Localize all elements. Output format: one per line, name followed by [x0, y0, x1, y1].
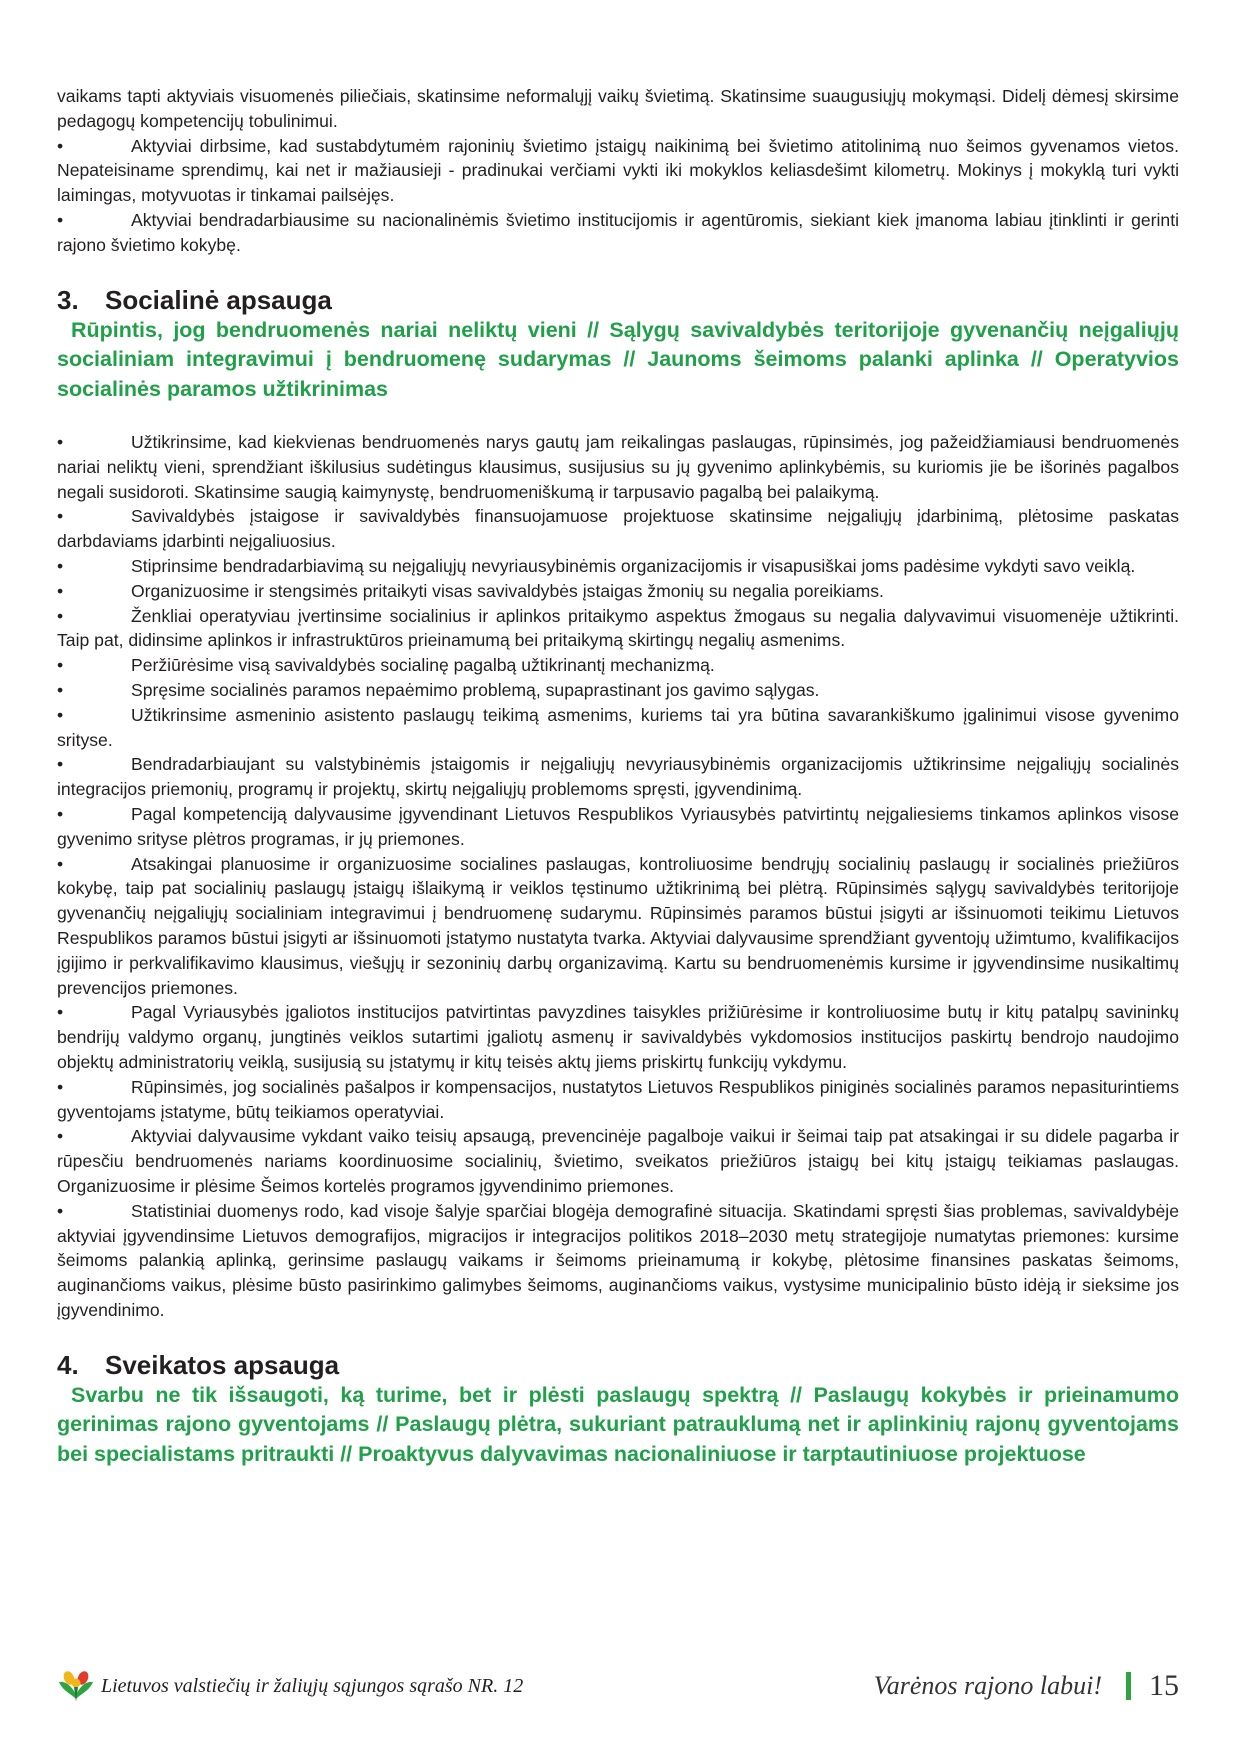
footer-divider — [1126, 1672, 1131, 1700]
bullet-text: Stiprinsime bendradarbiavimą su neįgaliųjų nevyriausybinėmis organizacijomis ir visapusiškai joms padėsime vykdyti savo veiklą. — [131, 556, 1136, 577]
bullet-text: Organizuosime ir stengsimės pritaikyti visas savivaldybės įstaigas žmonių su negalia poreikiams. — [131, 580, 884, 601]
list-item — [57, 604, 1179, 654]
bullet-text: Užtikrinsime, kad kiekvienas bendruomenės narys gautų jam reikalingas paslaugas, rūpinsimės, jog pažeidžiamiausi bendruomenės nariai neliktų vieni, sprendžiant iškilusius sudėtingus klausimus, susijusius su jų gyvenimo aplinkybėmis, su kuriomis jie be išorinės pagalbos negali susidoroti. Skatinsime saugią kaimynystę, bendruomeniškumą ir tarpusavio pagalbą bei palaikymą. — [57, 432, 1179, 502]
bullet-text: Pagal kompetenciją dalyvausime įgyvendinant Lietuvos Respublikos Vyriausybės patvirtintų neįgaliesiems tinkamos aplinkos visose gyvenimo srityse plėtros programas, ir jų priemones. — [57, 804, 1179, 849]
intro-block — [57, 84, 1179, 258]
bullet-text: Aktyviai dalyvausime vykdant vaiko teisių apsaugą, prevencinėje pagalboje vaikui ir šeimai taip pat atsakingai ir su didele pagarba ir rūpesčiu bendruomenės nariams koordinuosime socialinių, švietimo, sveikatos priežiūros įstaigų bei kitų įstaigų teikiamas paslaugas. Organizuosime ir plėsime Šeimos kortelės programos įgyvendinimo priemones. — [57, 1126, 1179, 1196]
section-title: Socialinė apsauga — [105, 284, 332, 315]
section-title: Sveikatos apsauga — [105, 1349, 340, 1380]
bullet-marker: • — [57, 804, 64, 825]
bullet-marker: • — [57, 605, 64, 626]
section-4-heading — [57, 1349, 1179, 1381]
bullet-marker: • — [57, 432, 64, 453]
bullet-text: Savivaldybės įstaigose ir savivaldybės finansuojamuose projektuose skatinsime neįgaliųjų įdarbinimą, plėtosime paskatas darbdaviams įdarbinti neįgaliuosius. — [57, 506, 1179, 552]
section-3-subtitle — [57, 316, 1179, 405]
party-list-text: Lietuvos valstiečių ir žaliųjų sąjungos sąrašo NR. 12 — [101, 1674, 524, 1697]
list-item — [57, 1199, 1179, 1323]
list-item — [57, 653, 1179, 678]
bullet-marker: • — [57, 135, 64, 156]
bullet-marker: • — [57, 506, 64, 527]
party-flower-logo-icon — [57, 1669, 95, 1703]
subtitle-text: Svarbu ne tik išsaugoti, ką turime, bet ir plėsti paslaugų spektrą // Paslaugų kokybės ir prieinamumo gerinimas rajono gyventojams // Paslaugų plėtra, sukuriant patrauklumą net ir aplinkinių rajonų gyventojams bei specialistams pritraukti // Proaktyvus dalyvavimas nacionaliniuose ir tarptautiniuose projektuose — [57, 1382, 1179, 1466]
bullet-text: Spręsime socialinės paramos nepaėmimo problemą, supaprastinant jos gavimo sąlygas. — [131, 680, 820, 701]
list-item — [57, 554, 1179, 579]
bullet-text: Pagal Vyriausybės įgaliotos institucijos patvirtintas pavyzdines taisykles prižiūrėsime ir kontroliuosime butų ir kitų patalpų savininkų bendrijų valdymo organų, jungtinės veiklos sutartimi įgaliotų asmenų ir savivaldybės vykdomosios institucijos paskirtų bendrojo naudojimo objektų administratorių veiklą, susijusią su įstatymų ir kitų teisės aktų jiems priskirtų funkcijų vykdymu. — [57, 1002, 1179, 1072]
bullet-marker: • — [57, 680, 64, 701]
document-page — [57, 84, 1179, 1469]
bullet-text: Atsakingai planuosime ir organizuosime socialines paslaugas, kontroliuosime bendrųjų socialinių paslaugų ir socialinės priežiūros kokybę, taip pat socialinių paslaugų įstaigų išlaikymą ir veiklos tęstinumo užtikrinimą bei plėtrą. Rūpinsimės sąlygų savivaldybės teritorijoje gyvenančių neįgaliųjų socialiniam integravimui į bendruomenę sudarymu. Rūpinsimės paramos būstui įsigyti ar išsinuomoti teikimu Lietuvos Respublikos paramos būstui įsigyti ar išsinuomoti įstatymo nustatyta tvarka. Aktyviai dalyvausime sprendžiant gyventojų užimtumo, kvalifikacijos įgijimo ir perkvalifikavimo klausimus, viešųjų ir sezoninių darbų organizavimą. Kartu su bendruomenėmis kursime ir įgyvendinsime nusikaltimų prevencijos priemones. — [57, 853, 1179, 998]
bullet-marker: • — [57, 209, 64, 230]
bullet-marker: • — [57, 853, 64, 874]
section-3-heading — [57, 284, 1179, 316]
bullet-text: Rūpinsimės, jog socialinės pašalpos ir kompensacijos, nustatytos Lietuvos Respublikos piniginės socialinės paramos nepasiturintiems gyventojams įstatyme, būtų teikiamos operatyviai. — [57, 1076, 1179, 1122]
list-item — [57, 852, 1179, 1001]
bullet-marker: • — [57, 556, 64, 577]
list-item — [57, 430, 1179, 504]
intro-bullet — [57, 134, 1179, 208]
subtitle-text: Rūpintis, jog bendruomenės nariai neliktų vieni // Sąlygų savivaldybės teritorijoje gyvenančių neįgaliųjų socialiniam integravimui į bendruomenę sudarymas // Jaunoms šeimoms palanki aplinka // Operatyvios socialinės paramos užtikrinimas — [57, 317, 1179, 401]
bullet-text: Statistiniai duomenys rodo, kad visoje šalyje sparčiai blogėja demografinė situacija. Skatindami spręsti šias problemas, savivaldybėje aktyviai įgyvendinsime Lietuvos demografijos, migracijos ir integracijos politikos 2018–2030 metų strategijoje numatytas priemones: kursime šeimoms palankią aplinką, gerinsime paslaugų vaikams ir šeimoms prieinamumą ir kokybę, plėtosime finansines paskatas šeimoms, auginančioms vaikus, plėsime būsto pasirinkimo galimybes šeimoms, auginančioms vaikus, vystysime municipalinio būsto idėją ir sieksime jos įgyvendinimo. — [57, 1200, 1179, 1320]
page-footer — [57, 1666, 1179, 1706]
bullet-text: Peržiūrėsime visą savivaldybės socialinę pagalbą užtikrinantį mechanizmą. — [131, 655, 715, 676]
footer-right — [874, 1666, 1179, 1706]
bullet-marker: • — [57, 1076, 64, 1097]
list-item — [57, 703, 1179, 753]
bullet-text: Aktyviai bendradarbiausime su nacionalinėmis švietimo institucijomis ir agentūromis, siekiant kiek įmanoma labiau įtinklinti ir gerinti rajono švietimo kokybę. — [57, 209, 1179, 255]
bullet-marker: • — [57, 704, 64, 725]
section-number: 3. — [57, 284, 79, 315]
bullet-text: Aktyviai dirbsime, kad sustabdytumėm rajoninių švietimo įstaigų naikinimą bei švietimo atitolinimą nuo šeimos gyvenamos vietos. Nepateisiname sprendimų, kai net ir mažiausieji - pradinukai verčiami vykti iki mokyklos keliasdešimt kilometrų. Mokinys į mokyklą turi vykti laimingas, motyvuotas ir tinkamai pailsėjęs. — [57, 135, 1179, 206]
list-item — [57, 504, 1179, 554]
bullet-text: Užtikrinsime asmeninio asistento paslaugų teikimą asmenims, kuriems tai yra būtina savarankiškumo įgalinimui visose gyvenimo srityse. — [57, 704, 1179, 750]
footer-party-list — [57, 1666, 523, 1706]
list-item — [57, 752, 1179, 802]
list-item — [57, 1075, 1179, 1125]
section-4-subtitle — [57, 1381, 1179, 1470]
section-3-bullet-list — [57, 430, 1179, 1323]
list-item — [57, 1000, 1179, 1074]
bullet-marker: • — [57, 754, 64, 775]
list-item — [57, 802, 1179, 852]
page-number: 15 — [1149, 1669, 1179, 1702]
list-item — [57, 579, 1179, 604]
bullet-marker: • — [57, 655, 64, 676]
bullet-text: Ženkliai operatyviau įvertinsime socialinius ir aplinkos pritaikymo aspektus žmogaus su negalia dalyvavimui visuomenėje užtikrinti. Taip pat, didinsime aplinkos ir infrastruktūros prieinamumą bei pritaikymą skirtingų negalių asmenims. — [57, 605, 1179, 651]
list-item — [57, 678, 1179, 703]
bullet-marker: • — [57, 1200, 64, 1221]
footer-slogan: Varėnos rajono labui! — [873, 1671, 1102, 1700]
bullet-marker: • — [57, 1126, 64, 1147]
bullet-marker: • — [57, 580, 64, 601]
intro-continuation: vaikams tapti aktyviais visuomenės piliečiais, skatinsime neformalųjį vaikų švietimą. Skatinsime suaugusiųjų mokymąsi. Didelį dėmesį skirsime pedagogų kompetencijų tobulinimui. — [57, 86, 1179, 131]
bullet-marker: • — [57, 1002, 64, 1023]
list-item — [57, 1124, 1179, 1198]
section-number: 4. — [57, 1349, 79, 1380]
bullet-text: Bendradarbiaujant su valstybinėmis įstaigomis ir neįgaliųjų nevyriausybinėmis organizacijomis užtikrinsime neįgaliųjų socialinės integracijos priemonių, programų ir projektų, skirtų neįgaliųjų problemoms spręsti, įgyvendinimą. — [57, 754, 1179, 800]
intro-bullet — [57, 208, 1179, 258]
